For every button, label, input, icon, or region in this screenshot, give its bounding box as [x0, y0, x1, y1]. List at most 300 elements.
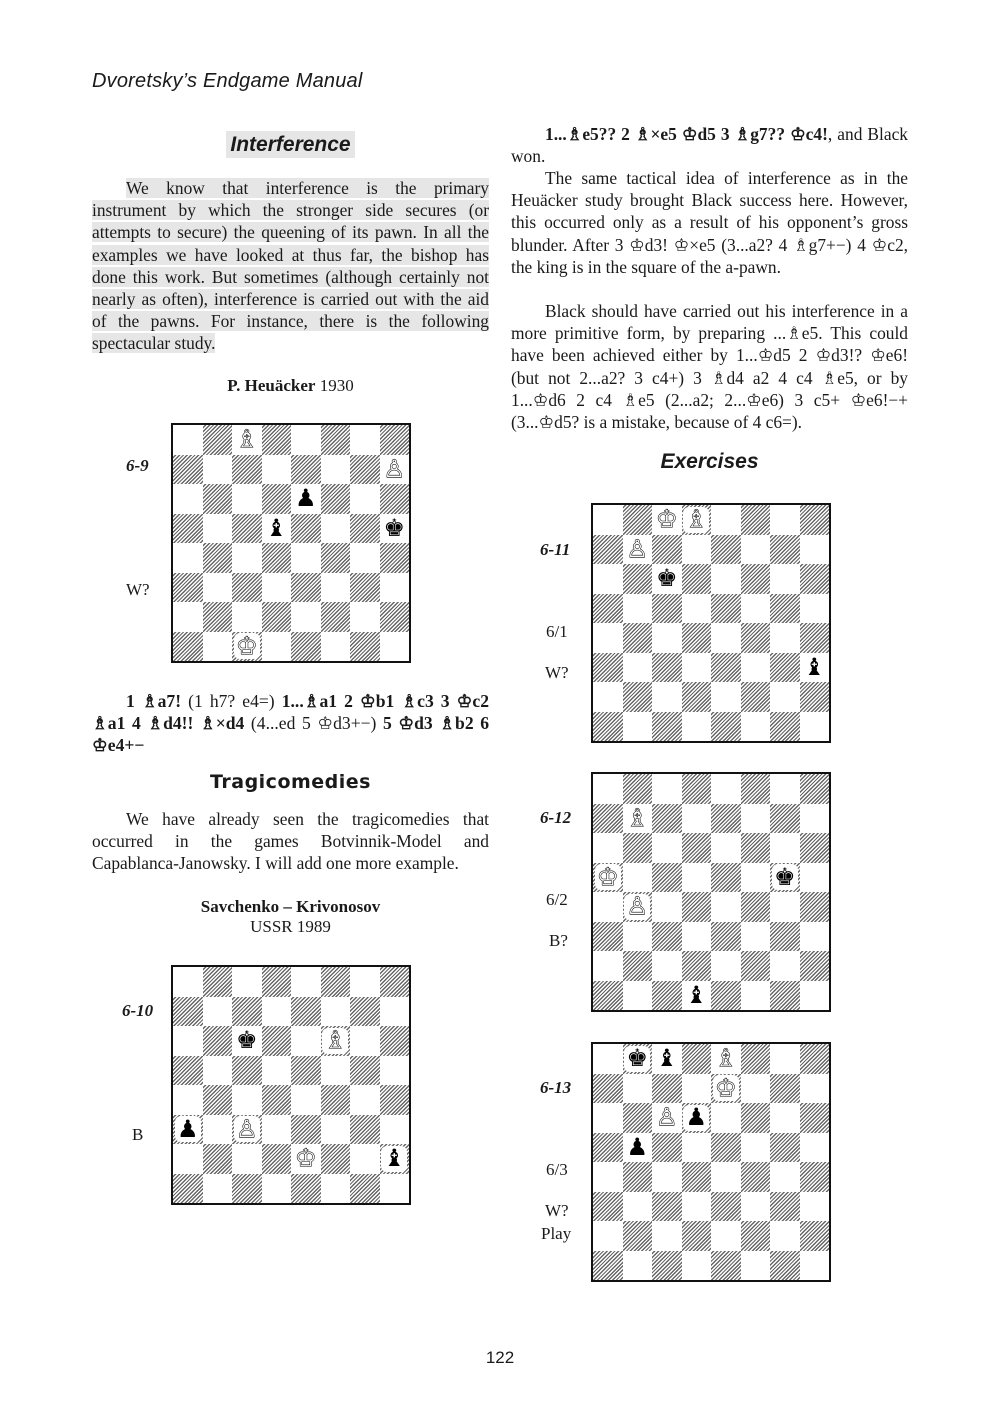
board-square	[623, 774, 653, 804]
board-square	[291, 967, 321, 997]
board-square	[711, 653, 741, 683]
board-square	[711, 535, 741, 565]
board-square	[770, 981, 800, 1011]
board-square	[291, 602, 321, 632]
chess-board-6-9	[171, 423, 411, 663]
board-square	[350, 1144, 380, 1174]
diagram-6-11-exercise: 6/1	[546, 622, 568, 641]
board-square	[741, 774, 771, 804]
board-square	[203, 573, 233, 603]
board-square	[262, 1144, 292, 1174]
chess-board-6-11	[591, 503, 831, 743]
board-square	[593, 712, 623, 742]
board-square	[623, 712, 653, 742]
black-king-icon: ♚	[626, 1044, 648, 1072]
running-head: Dvoretsky’s Endgame Manual	[92, 70, 363, 92]
board-square	[682, 1074, 712, 1104]
board-square	[593, 981, 623, 1011]
board-square	[800, 863, 830, 893]
board-square	[203, 602, 233, 632]
analysis-paragraph-1: The same tactical idea of interference as in the Heuäcker study brought Black success here. However, this occurred only as a result of his opponent’s gross blunder. After 3 ♔d3! ♔×e5 (3...a2? 4 ♗g7+−) 4 ♔c2, the king is in the square of the a-pawn.	[511, 168, 908, 277]
board-square	[173, 997, 203, 1027]
board-square	[321, 514, 351, 544]
board-square	[203, 967, 233, 997]
black-king-icon: ♚	[655, 564, 678, 592]
white-bishop-icon: ♗	[626, 803, 648, 832]
board-square	[262, 1056, 292, 1086]
board-square	[741, 922, 771, 952]
board-square	[593, 623, 623, 653]
board-square	[380, 1115, 410, 1145]
board-square	[711, 594, 741, 624]
board-square	[682, 623, 712, 653]
board-square	[203, 1144, 233, 1174]
board-square	[770, 1221, 800, 1251]
diagram-6-10-number: 6-10	[122, 1001, 154, 1020]
board-square	[232, 573, 262, 603]
board-square	[291, 425, 321, 455]
board-square	[173, 1144, 203, 1174]
board-square	[173, 514, 203, 544]
board-square	[623, 981, 653, 1011]
board-square	[652, 892, 682, 922]
board-square	[770, 1251, 800, 1281]
board-square	[203, 514, 233, 544]
board-square	[770, 774, 800, 804]
board-square	[682, 594, 712, 624]
board-square	[291, 1174, 321, 1204]
board-square	[321, 425, 351, 455]
board-square	[800, 833, 830, 863]
board-square	[623, 951, 653, 981]
board-square	[623, 564, 653, 594]
board-square	[741, 951, 771, 981]
board-square	[741, 1133, 771, 1163]
study-source: P. Heuäcker 1930	[227, 376, 354, 395]
diagram-6-12-number: 6-12	[540, 808, 572, 827]
board-square	[623, 1251, 653, 1281]
board-square	[350, 1026, 380, 1056]
board-square	[711, 981, 741, 1011]
board-square	[770, 623, 800, 653]
board-square	[652, 922, 682, 952]
board-square	[770, 653, 800, 683]
diagram-6-9-task: W?	[126, 580, 150, 599]
diagram-6-13-note: Play	[541, 1224, 572, 1243]
board-square	[711, 1103, 741, 1133]
board-square	[291, 573, 321, 603]
white-bishop-icon: ♗	[324, 1026, 346, 1054]
board-square	[741, 863, 771, 893]
board-square	[350, 632, 380, 662]
board-square	[623, 653, 653, 683]
board-square	[232, 967, 262, 997]
board-square	[321, 1115, 351, 1145]
board-square	[770, 1103, 800, 1133]
board-square	[232, 1085, 262, 1115]
board-square	[652, 712, 682, 742]
black-bishop-icon: ♝	[685, 980, 707, 1009]
board-square	[770, 594, 800, 624]
board-square	[593, 653, 623, 683]
board-square	[321, 1085, 351, 1115]
black-pawn-icon: ♟	[626, 1132, 648, 1161]
board-square	[593, 951, 623, 981]
board-square	[203, 543, 233, 573]
board-square	[741, 712, 771, 742]
white-pawn-icon: ♙	[383, 454, 405, 483]
board-square	[593, 1044, 623, 1074]
board-square	[682, 892, 712, 922]
page-number: 122	[485, 1348, 515, 1367]
board-square	[652, 804, 682, 834]
board-square	[593, 1074, 623, 1104]
board-square	[173, 1174, 203, 1204]
board-square	[232, 602, 262, 632]
board-square	[770, 1162, 800, 1192]
board-square	[350, 1056, 380, 1086]
board-square	[770, 1133, 800, 1163]
board-square	[711, 951, 741, 981]
board-square	[741, 1251, 771, 1281]
board-square	[623, 1221, 653, 1251]
board-square	[321, 632, 351, 662]
board-square	[711, 564, 741, 594]
board-square	[350, 1174, 380, 1204]
board-square	[623, 1162, 653, 1192]
board-square	[800, 1074, 830, 1104]
board-square	[652, 535, 682, 565]
board-square	[232, 1144, 262, 1174]
white-bishop-icon: ♗	[714, 1044, 737, 1072]
board-square	[593, 505, 623, 535]
board-square	[173, 1056, 203, 1086]
white-bishop-icon: ♗	[685, 505, 707, 533]
board-square	[682, 1162, 712, 1192]
board-square	[623, 594, 653, 624]
black-king-icon: ♚	[383, 513, 405, 542]
board-square	[321, 543, 351, 573]
board-square	[380, 543, 410, 573]
white-pawn-icon: ♙	[655, 1103, 678, 1131]
board-square	[291, 1026, 321, 1056]
intro-paragraph: We know that interference is the primary instrument by which the stronger side secures (or attempts to secure) the queening of its pawn. In all the examples we have looked at thus far, the bishop has done this work. But sometimes (although certainly not nearly as often), interference is carried out with the aid of the pawns. For instance, there is the following spectacular study.	[92, 178, 489, 354]
board-square	[770, 564, 800, 594]
board-square	[350, 484, 380, 514]
board-square	[682, 1044, 712, 1074]
board-square	[291, 455, 321, 485]
board-square	[593, 1103, 623, 1133]
black-pawn-icon: ♟	[176, 1114, 199, 1143]
board-square	[321, 1056, 351, 1086]
chess-board-6-10	[171, 965, 411, 1205]
board-square	[652, 863, 682, 893]
board-square	[262, 1085, 292, 1115]
diagram-6-9-number: 6-9	[126, 456, 149, 475]
board-square	[203, 1174, 233, 1204]
board-square	[321, 1144, 351, 1174]
board-square	[593, 1133, 623, 1163]
board-square	[232, 543, 262, 573]
board-square	[380, 632, 410, 662]
board-square	[682, 1221, 712, 1251]
board-square	[321, 484, 351, 514]
board-square	[741, 1103, 771, 1133]
board-square	[380, 1085, 410, 1115]
board-square	[652, 833, 682, 863]
board-square	[593, 892, 623, 922]
board-square	[800, 922, 830, 952]
board-square	[711, 804, 741, 834]
board-square	[741, 535, 771, 565]
board-square	[800, 594, 830, 624]
board-square	[652, 623, 682, 653]
board-square	[652, 1133, 682, 1163]
board-square	[593, 535, 623, 565]
black-bishop-icon: ♝	[265, 513, 287, 542]
white-king-icon: ♔	[235, 631, 258, 660]
board-square	[593, 804, 623, 834]
board-square	[350, 997, 380, 1027]
board-square	[262, 602, 292, 632]
white-king-icon: ♔	[596, 862, 619, 891]
board-square	[711, 1192, 741, 1222]
board-square	[800, 623, 830, 653]
board-square	[682, 535, 712, 565]
board-square	[800, 804, 830, 834]
black-bishop-icon: ♝	[655, 1044, 678, 1072]
board-square	[262, 997, 292, 1027]
board-square	[711, 1221, 741, 1251]
continuation-paragraph: 1...♗e5?? 2 ♗×e5 ♔d5 3 ♗g7?? ♔c4!, and Black won.	[511, 124, 908, 167]
board-square	[682, 712, 712, 742]
board-square	[380, 1026, 410, 1056]
diagram-6-11-number: 6-11	[540, 540, 571, 559]
board-square	[262, 573, 292, 603]
board-square	[770, 951, 800, 981]
board-square	[711, 863, 741, 893]
board-square	[741, 682, 771, 712]
board-square	[652, 1251, 682, 1281]
board-square	[682, 833, 712, 863]
black-bishop-icon: ♝	[803, 652, 825, 681]
board-square	[652, 981, 682, 1011]
board-square	[203, 455, 233, 485]
board-square	[291, 632, 321, 662]
board-square	[623, 1192, 653, 1222]
board-square	[380, 997, 410, 1027]
board-square	[262, 425, 292, 455]
white-king-icon: ♔	[655, 505, 678, 533]
board-square	[711, 774, 741, 804]
board-square	[800, 564, 830, 594]
board-square	[262, 1174, 292, 1204]
board-square	[173, 1026, 203, 1056]
board-square	[711, 505, 741, 535]
board-square	[741, 564, 771, 594]
board-square	[262, 967, 292, 997]
board-square	[800, 951, 830, 981]
board-square	[800, 1221, 830, 1251]
section-title-tragicomedies: Tragicomedies	[210, 771, 371, 793]
black-king-icon: ♚	[773, 862, 796, 891]
board-square	[800, 712, 830, 742]
board-square	[682, 774, 712, 804]
board-square	[321, 997, 351, 1027]
board-square	[350, 514, 380, 544]
board-square	[711, 892, 741, 922]
diagram-6-13-number: 6-13	[540, 1078, 572, 1097]
board-square	[770, 535, 800, 565]
board-square	[173, 632, 203, 662]
diagram-6-12-task: B?	[549, 931, 568, 950]
board-square	[682, 682, 712, 712]
game-header: Savchenko – Krivonosov USSR 1989	[200, 897, 381, 936]
board-square	[232, 1174, 262, 1204]
board-square	[321, 967, 351, 997]
board-square	[350, 602, 380, 632]
board-square	[321, 455, 351, 485]
board-square	[173, 543, 203, 573]
board-square	[350, 967, 380, 997]
diagram-6-10-task: B	[132, 1125, 144, 1144]
board-square	[770, 712, 800, 742]
board-square	[800, 1251, 830, 1281]
board-square	[770, 833, 800, 863]
board-square	[380, 1056, 410, 1086]
board-square	[291, 997, 321, 1027]
board-square	[623, 505, 653, 535]
board-square	[770, 505, 800, 535]
board-square	[623, 922, 653, 952]
board-square	[741, 1162, 771, 1192]
board-square	[593, 774, 623, 804]
board-square	[800, 1133, 830, 1163]
board-square	[770, 682, 800, 712]
board-square	[770, 922, 800, 952]
black-pawn-icon: ♟	[685, 1103, 707, 1131]
board-square	[623, 1074, 653, 1104]
board-square	[711, 1251, 741, 1281]
board-square	[321, 602, 351, 632]
board-square	[350, 573, 380, 603]
board-square	[741, 833, 771, 863]
board-square	[232, 514, 262, 544]
diagram-6-13-exercise: 6/3	[546, 1160, 568, 1179]
board-square	[652, 1221, 682, 1251]
board-square	[593, 1221, 623, 1251]
board-square	[321, 1174, 351, 1204]
diagram-6-12-exercise: 6/2	[546, 890, 568, 909]
board-square	[321, 573, 351, 603]
board-square	[682, 922, 712, 952]
board-square	[711, 1133, 741, 1163]
board-square	[623, 833, 653, 863]
board-square	[682, 1251, 712, 1281]
board-square	[232, 1056, 262, 1086]
board-square	[593, 1192, 623, 1222]
board-square	[232, 455, 262, 485]
white-pawn-icon: ♙	[626, 534, 648, 563]
board-square	[291, 1056, 321, 1086]
board-square	[203, 425, 233, 455]
tragicomedies-paragraph: We have already seen the tragicomedies that occurred in the games Botvinnik-Model and Capablanca-Janowsky. I will add one more example.	[92, 809, 489, 874]
board-square	[682, 863, 712, 893]
board-square	[380, 602, 410, 632]
board-square	[380, 573, 410, 603]
board-square	[682, 1133, 712, 1163]
white-king-icon: ♔	[294, 1144, 317, 1172]
black-bishop-icon: ♝	[383, 1144, 405, 1172]
board-square	[203, 1085, 233, 1115]
board-square	[291, 514, 321, 544]
section-title-exercises: Exercises	[660, 450, 759, 473]
white-pawn-icon: ♙	[626, 892, 648, 920]
board-square	[770, 892, 800, 922]
board-square	[173, 1085, 203, 1115]
board-square	[350, 425, 380, 455]
board-square	[173, 967, 203, 997]
white-bishop-icon: ♗	[235, 425, 258, 453]
board-square	[623, 1103, 653, 1133]
board-square	[262, 1026, 292, 1056]
board-square	[203, 1115, 233, 1145]
board-square	[203, 632, 233, 662]
board-square	[741, 1044, 771, 1074]
board-square	[800, 1192, 830, 1222]
board-square	[593, 594, 623, 624]
board-square	[711, 1162, 741, 1192]
chess-board-6-13	[591, 1042, 831, 1282]
diagram-6-11-task: W?	[545, 663, 569, 682]
board-square	[652, 1192, 682, 1222]
board-square	[262, 632, 292, 662]
board-square	[652, 1074, 682, 1104]
board-square	[800, 774, 830, 804]
board-square	[741, 594, 771, 624]
board-square	[350, 1115, 380, 1145]
board-square	[262, 543, 292, 573]
analysis-paragraph-2: Black should have carried out his interference in a more primitive form, by preparing ...♗e5. This could have been achieved either by 1...♔d5 2 ♔d3!? ♔e6! (but not 2...a2? 3 c4+) 3 ♗d4 a2 4 c4 ♗e5, or by 1...♔d6 2 c4 ♗e5 (2...a2; 2...♔e6) 3 c5+ ♔e6!−+ (3...♔d5? is a mistake, because of 4 c6=).	[511, 301, 908, 433]
board-square	[800, 505, 830, 535]
board-square	[291, 543, 321, 573]
board-square	[682, 804, 712, 834]
board-square	[262, 1115, 292, 1145]
board-square	[741, 804, 771, 834]
board-square	[741, 892, 771, 922]
board-square	[203, 997, 233, 1027]
board-square	[652, 1162, 682, 1192]
board-square	[350, 455, 380, 485]
board-square	[380, 425, 410, 455]
board-square	[232, 997, 262, 1027]
chess-board-6-12	[591, 772, 831, 1012]
board-square	[652, 951, 682, 981]
board-square	[711, 922, 741, 952]
board-square	[652, 682, 682, 712]
solution-6-9: 1 ♗a7! (1 h7? e4=) 1...♗a1 2 ♔b1 ♗c3 3 ♔c2 ♗a1 4 ♗d4!! ♗×d4 (4...ed 5 ♔d3+−) 5 ♔d3 ♗b2 6 ♔e4+−	[92, 691, 490, 756]
board-square	[682, 653, 712, 683]
board-square	[741, 505, 771, 535]
board-square	[741, 981, 771, 1011]
board-square	[770, 1044, 800, 1074]
board-square	[262, 484, 292, 514]
board-square	[711, 712, 741, 742]
board-square	[173, 484, 203, 514]
board-square	[652, 774, 682, 804]
board-square	[350, 1085, 380, 1115]
board-square	[291, 1115, 321, 1145]
